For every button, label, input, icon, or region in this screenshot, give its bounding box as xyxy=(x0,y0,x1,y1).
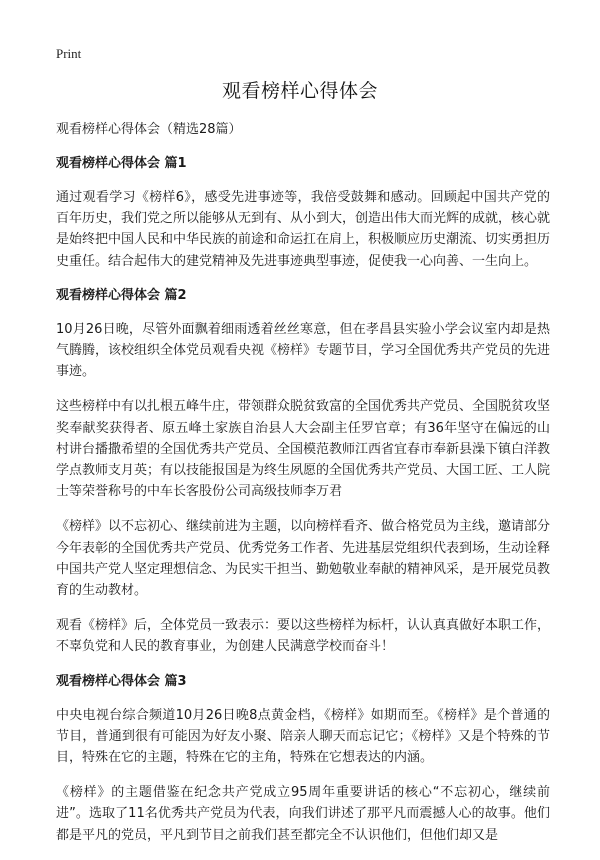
print-link[interactable]: Print xyxy=(56,46,82,61)
section-1 xyxy=(56,154,550,272)
paragraph: 通过观看学习《榜样6》，感受先进事迹等，我倍受鼓舞和感动。回顾起中国共产党的百年历史，我们党之所以能够从无到有、从小到大，创造出伟大而光辉的成就，核心就是始终把中国人民和中华民族的前途和命运扛在肩上，积极顺应历史潮流、切实勇担历史重任。结合起伟大的建党精神及先进事迹典型事迹，促使我一心向善、一生向上。 xyxy=(56,190,551,269)
section-heading: 观看榜样心得体会 篇1 xyxy=(56,156,187,171)
document-subtitle: 观看榜样心得体会（精选28篇） xyxy=(56,122,242,137)
section-3 xyxy=(56,672,550,846)
page-title: 观看榜样心得体会 xyxy=(221,80,378,102)
document-body xyxy=(56,120,550,860)
paragraph: 这些榜样中有以扎根五峰牛庄，带领群众脱贫致富的全国优秀共产党员、全国脱贫攻坚奖奉献奖获得者、原五峰土家族自治县人大会副主任罗官章；有36年坚守在偏远的山村讲台播撒希望的全国优秀共产党员、全国模范教师江西省宜春市奉新县澡下镇白洋教学点教师支月英；有以技能报国是为终生夙愿的全国优秀共产党员、大国工匠、工人院士等荣誉称号的中车长客股份公司高级技师李万君 xyxy=(56,399,551,500)
paragraph: 中央电视台综合频道10月26日晚8点黄金档，《榜样》如期而至。《榜样》是个普通的节目，普通到很有可能因为好友小聚、陪亲人聊天而忘记它；《榜样》又是个特殊的节目，特殊在它的主题，特殊在它的主角，特殊在它想表达的内涵。 xyxy=(56,707,550,766)
section-heading: 观看榜样心得体会 篇3 xyxy=(56,673,187,689)
section-heading: 观看榜样心得体会 篇2 xyxy=(56,287,187,303)
paragraph: 《榜样》的主题借鉴在纪念共产党成立95周年重要讲话的核心“不忘初心，继续前进”。选取了11名优秀共产党员为代表，向我们讲述了那平凡而震撼人心的故事。他们都是平凡的党员，平凡到节目之前我们甚至都完全不认识他们，但他们却又是 xyxy=(56,785,550,843)
section-2 xyxy=(56,286,550,658)
paragraph: 《榜样》以不忘初心、继续前进为主题，以向榜样看齐、做合格党员为主线，邀请部分今年表彰的全国优秀共产党员、优秀党务工作者、先进基层党组织代表到场，生动诠释中国共产党人坚定理想信念、为民实干担当、勤勉敬业奉献的精神风采，是开展党员教育的生动教材。 xyxy=(56,519,551,599)
paragraph: 10月26日晚，尽管外面飘着细雨透着丝丝寒意，但在孝昌县实验小学会议室内却是热气腾腾，该校组织全体党员观看央视《榜样》专题节目，学习全国优秀共产党员的先进事迹。 xyxy=(56,321,551,380)
paragraph: 观看《榜样》后，全体党员一致表示：要以这些榜样为标杆，认认真真做好本职工作，不辜负党和人民的教育事业，为创建人民满意学校而奋斗！ xyxy=(56,618,551,655)
